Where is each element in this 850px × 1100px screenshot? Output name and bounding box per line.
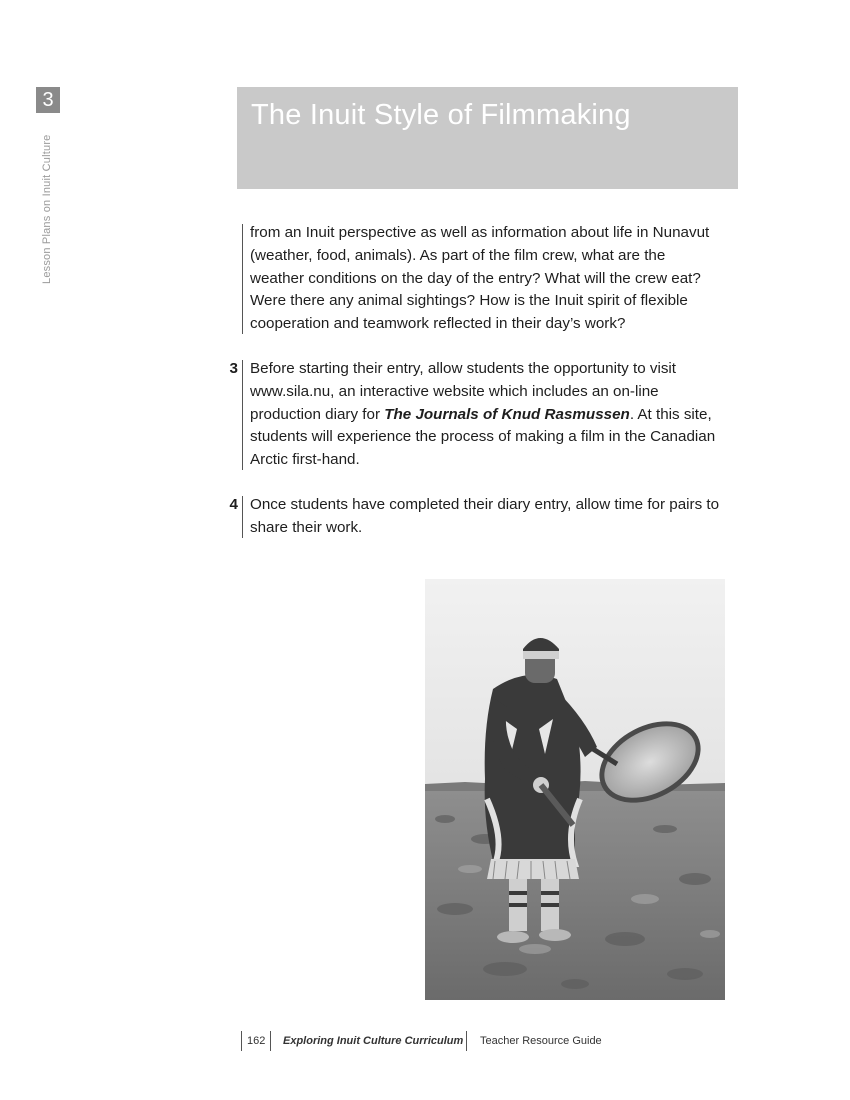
guide-label: Teacher Resource Guide <box>480 1035 602 1047</box>
margin-rule <box>242 496 243 538</box>
continued-text: from an Inuit perspective as well as information about life in Nunavut (weather, food, animals). As part of the film crew, what are the weather conditions on the day of the entry? What will the crew eat? Were there any animal sightings? How is the Inuit spirit of flexible cooperation and teamwork reflected in their day’s work? <box>250 224 710 333</box>
film-title: The Journals of Knud Rasmussen <box>384 405 630 423</box>
continued-paragraph <box>212 222 722 336</box>
step-number: 4 <box>229 495 238 513</box>
step-text-part: Before starting their entry, allow students the opportunity to visit www.sila.nu, an interactive website which includes an on-line production diary for <box>250 359 677 423</box>
chapter-number-badge: 3 <box>36 87 60 113</box>
page-title: The Inuit Style of Filmmaking <box>251 99 631 131</box>
step-item <box>212 358 722 472</box>
page-number: 162 <box>241 1031 271 1051</box>
footer-separator <box>466 1031 467 1051</box>
step-text-part: . At this site, students will experience the process of making a film in the Canadian Arctic first-hand. <box>250 405 716 469</box>
lesson-content <box>212 222 722 540</box>
margin-rule <box>242 360 243 470</box>
step-text: Once students have completed their diary entry, allow time for pairs to share their work. <box>250 495 720 536</box>
step-item <box>212 494 722 540</box>
margin-rule <box>242 224 243 334</box>
series-title: Exploring Inuit Culture Curriculum <box>283 1035 464 1047</box>
section-side-label: Lesson Plans on Inuit Culture <box>41 134 53 284</box>
title-banner <box>237 87 738 189</box>
drum-dancer-illustration <box>425 579 725 1000</box>
step-text <box>250 358 722 472</box>
drum-dancer-photo <box>425 579 725 1000</box>
step-number: 3 <box>229 359 238 377</box>
